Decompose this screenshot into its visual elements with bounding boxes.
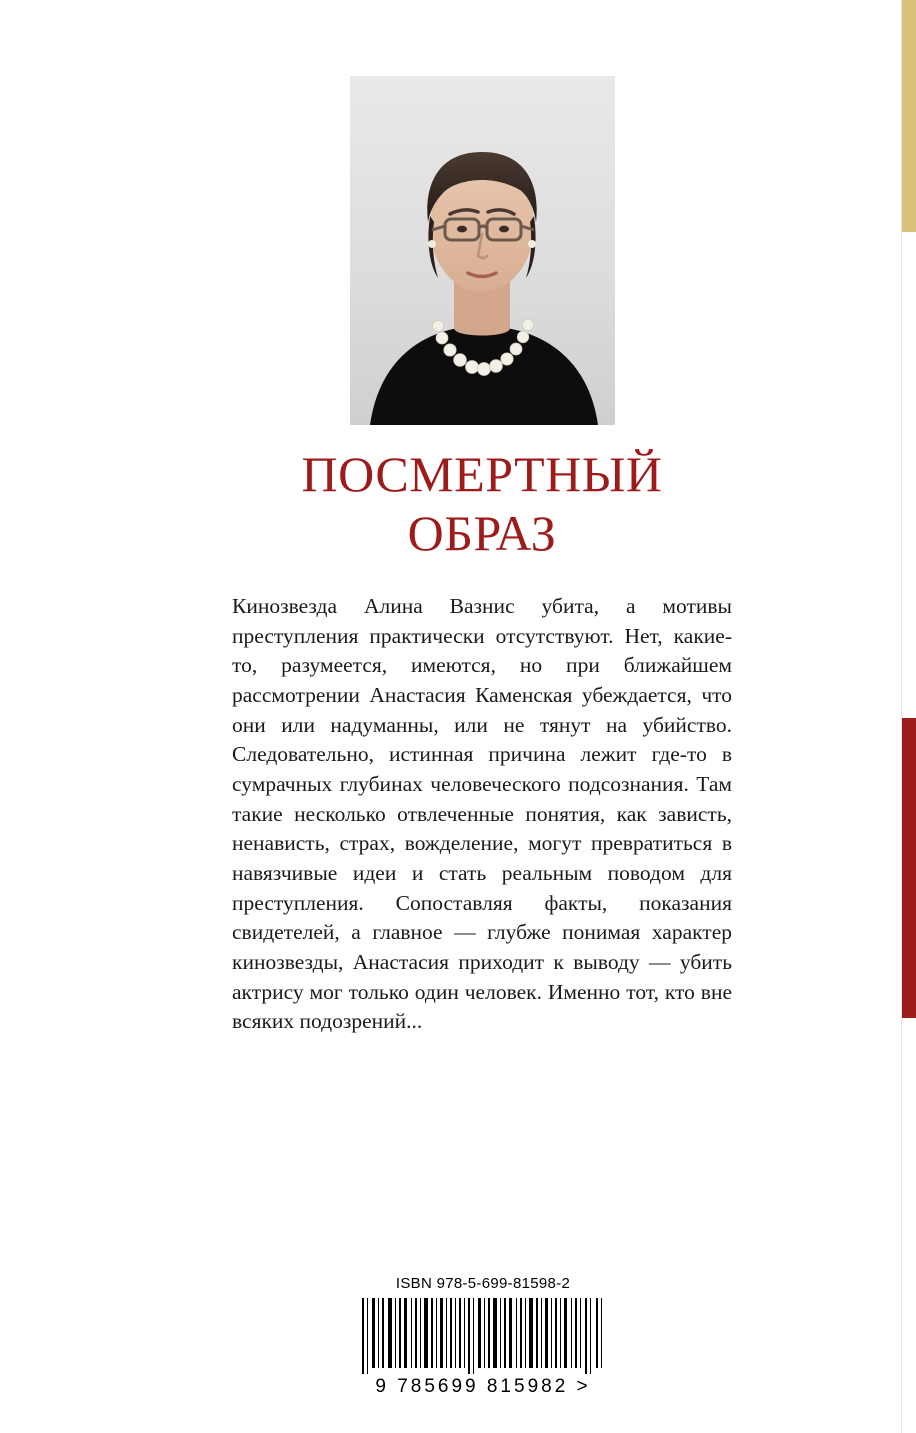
isbn-label: ISBN 978-5-699-81598-2 [395,1275,571,1292]
spine-accent-middle [902,718,916,1018]
barcode-digits: 9 785699 815982 > [375,1376,591,1397]
spine-accent-top [902,0,916,232]
cover-content [232,0,732,1433]
barcode-image [354,1298,612,1374]
title-line-2: ОБРАЗ [407,505,557,561]
title-line-1: ПОСМЕРТНЫЙ [301,446,663,502]
book-title [232,448,732,560]
back-cover-blurb [232,592,732,1037]
barcode-block [354,1275,612,1398]
portrait-illustration [350,76,615,425]
spine-strip [901,0,916,1433]
blurb-text: Кинозвезда Алина Вазнис убита, а мотивы преступления практически отсутствуют. Нет, какие-то, разумеется, имеются, но при ближайшем рассмотрении Анастасия Каменская убеждается, что они или надуманны, или не тянут на убийство. Следовательно, истинная причина лежит где-то в сумрачных глубинах человеческого подсознания. Там такие несколько отвлеченные понятия, как зависть, ненависть, страх, вожделение, могут превратиться в навязчивые идеи и стать реальным поводом для преступления. Сопоставляя факты, показания свидетелей, а главное — глубже понимая характер кинозвезды, Анастасия приходит к выводу — убить актрису мог только один человек. Именно тот, кто вне всяких подозрений... [232,594,732,1034]
author-portrait [350,76,615,425]
barcode-bars-icon [354,1298,612,1374]
